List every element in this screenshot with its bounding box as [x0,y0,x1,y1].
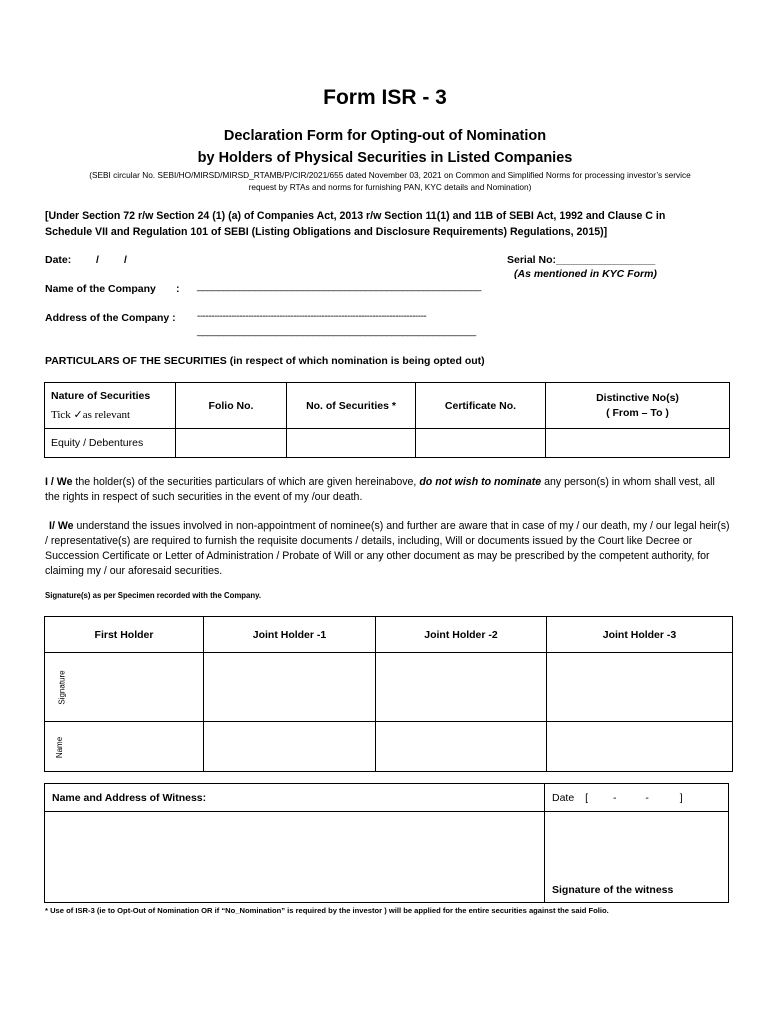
company-address-input-line-2[interactable]: _____________________________________________________ [197,326,476,337]
witness-date-open: [ [585,791,589,804]
witness-date-dash-1: - [612,791,617,804]
first-holder-header: First Holder [45,617,204,653]
date-separator-2: / [124,254,127,266]
folio-header: Folio No. [176,383,287,429]
joint-holder-2-name-cell[interactable] [376,722,547,772]
joint-holder-1-header: Joint Holder -1 [204,617,376,653]
serial-number-field[interactable]: Serial No:_________________ [507,254,656,266]
first-holder-signature-cell[interactable] [45,653,204,722]
securities-header-row [45,383,730,429]
witness-date-dash-2: - [645,791,649,804]
declaration-2-subject: I/ We [49,520,74,532]
witness-header-row [45,784,729,812]
certificate-input[interactable] [416,429,546,458]
distinctive-header [546,383,730,429]
joint-holder-2-signature-cell[interactable] [376,653,547,722]
securities-row-equity [45,429,730,458]
form-title: Form ISR - 3 [323,86,447,109]
name-row [45,722,733,772]
nature-header-cell [45,383,176,429]
securities-table [44,382,730,458]
nature-header: Nature of Securities [51,390,151,402]
certificate-header: Certificate No. [416,383,546,429]
witness-table [44,783,729,903]
witness-name-address-label: Name and Address of Witness: [45,784,545,812]
joint-holder-1-name-cell[interactable] [204,722,376,772]
witness-date-close: ] [679,791,683,804]
signature-heading: Signature(s) as per Specimen recorded with the Company. [45,591,262,600]
witness-date-label: Date [552,791,575,804]
company-name-input[interactable]: ______________________________________________________ [197,281,482,292]
joint-holder-2-header: Joint Holder -2 [376,617,547,653]
declaration-1-text-b: any person(s) in whom shall vest, all the rights in respect of such securities in the event of my /our death. [45,476,715,503]
first-holder-name-cell[interactable] [45,722,204,772]
witness-body-row [45,812,729,903]
witness-signature-cell[interactable] [545,812,729,903]
declaration-1-subject: I / We [45,476,73,488]
signature-row [45,653,733,722]
name-row-label: Name [55,736,65,758]
distinctive-header-line-1: Distinctive No(s) [596,391,679,404]
company-name-colon: : [176,283,180,295]
declaration-paragraph-1 [45,475,730,505]
circular-reference [50,169,730,193]
legal-reference [45,209,735,240]
form-subtitle-line-2: by Holders of Physical Securities in Listed Companies [197,150,573,166]
securities-heading: PARTICULARS OF THE SECURITIES (in respect of which nomination is being opted out) [45,355,485,367]
nature-subheader: Tick ✓as relevant [51,409,131,421]
date-label: Date: [45,254,72,266]
circular-line-1: (SEBI circular No. SEBI/HO/MIRSD/MIRSD_RTAMB/P/CIR/2021/655 dated November 03, 2021 on Common and Simplified Norms for processing investor’s service [89,170,691,180]
serial-note: (As mentioned in KYC Form) [514,268,657,280]
joint-holder-3-header: Joint Holder -3 [547,617,733,653]
folio-input[interactable] [176,429,287,458]
count-input[interactable] [287,429,416,458]
joint-holder-3-name-cell[interactable] [547,722,733,772]
signature-header-row [45,617,733,653]
signature-row-label: Signature [57,670,67,705]
joint-holder-1-signature-cell[interactable] [204,653,376,722]
company-name-label: Name of the Company [45,283,156,295]
company-address-input-line-1[interactable]: --------------------------------------------------------------------------------- [197,311,427,322]
equity-debentures-label[interactable]: Equity / Debentures [45,429,176,458]
signature-table [44,616,733,772]
legal-line-1: [Under Section 72 r/w Section 24 (1) (a) of Companies Act, 2013 r/w Section 11(1) and 11B of SEBI Act, 1992 and Clause C in [45,210,666,222]
count-header: No. of Securities * [287,383,416,429]
declaration-2-text: understand the issues involved in non-appointment of nominee(s) and further are aware that in case of my / our death, my / our legal heir(s) / representative(s) are required to furnish the requisite documents / details, including, Will or documents issued by the Court like Decree or Succession Certificate or Letter of Administration / Probate of Will or any other document as may be prescribed by the competent authority, for claiming my / our aforesaid securities. [45,520,730,577]
date-separator-1: / [96,254,99,266]
distinctive-header-line-2: ( From – To ) [606,406,669,419]
form-subtitle-line-1: Declaration Form for Opting-out of Nomination [223,128,547,144]
witness-name-address-input[interactable] [45,812,545,903]
witness-signature-label: Signature of the witness [552,884,674,896]
joint-holder-3-signature-cell[interactable] [547,653,733,722]
declaration-paragraph-2 [45,519,730,579]
legal-line-2: Schedule VII and Regulation 101 of SEBI (Listing Obligations and Disclosure Requirements) Regulations, 2015)] [45,225,608,238]
declaration-1-emphasis: do not wish to nominate [419,476,542,488]
company-address-label: Address of the Company : [45,312,176,324]
declaration-1-text-a: the holder(s) of the securities particulars of which are given hereinabove, [72,476,420,488]
footnote: * Use of ISR-3 (ie to Opt-Out of Nomination OR if “No_Nomination” is required by the investor ) will be applied for the entire securities against the said Folio. [45,906,609,915]
witness-date-cell[interactable] [545,784,729,812]
circular-line-2: request by RTAs and norms for furnishing PAN, KYC details and Nomination) [248,182,532,192]
distinctive-input[interactable] [546,429,730,458]
